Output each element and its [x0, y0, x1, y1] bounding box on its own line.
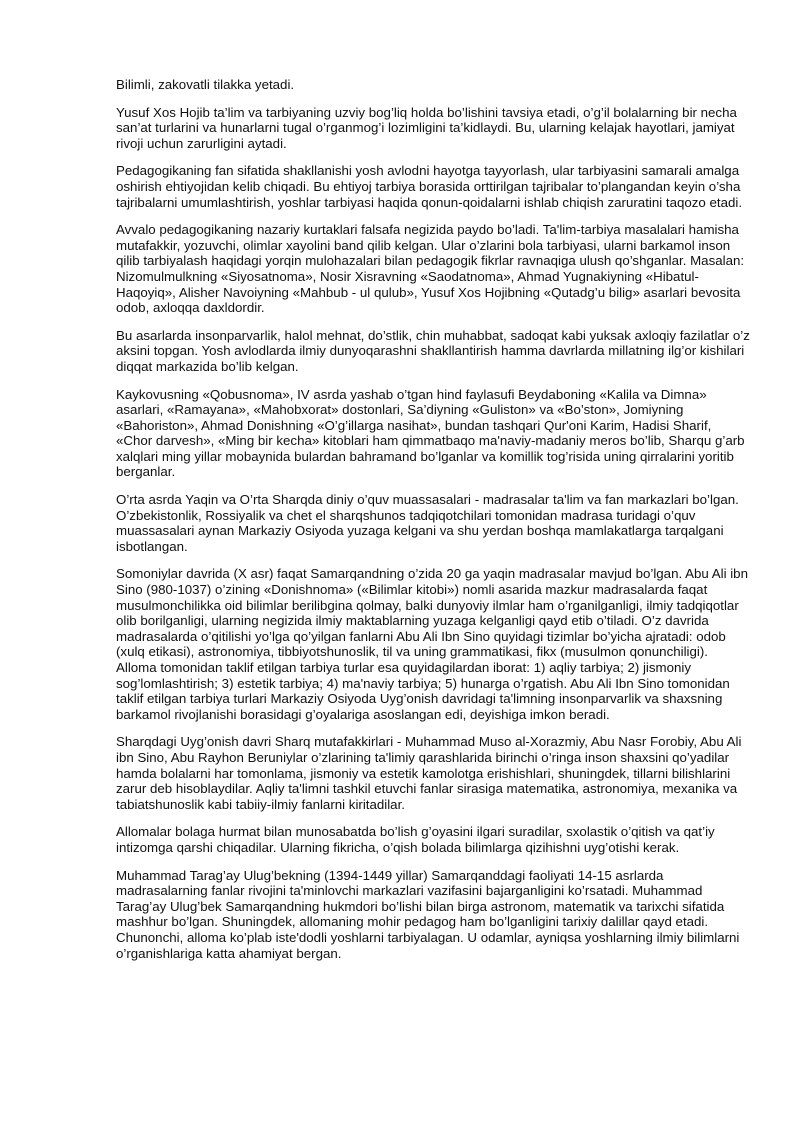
paragraph-9: Sharqdagi Uyg’onish davri Sharq mutafakkirlari - Muhammad Muso al-Xorazmiy, Abu Nasr Forobiy, Abu Ali ibn Sino, Abu Rayhon Beruniylar o’zlarining ta'limiy qarashlarida birinchi o’ringa inson shaxsini qo’yadilar hamda bolalarni har tomonlama, jismoniy va estetik kamolotga erishishlari, shuningdek, tillarni bilishlarini zarur deb hisoblaydilar. Aqliy ta'limni tashkil etuvchi fanlar sirasiga matematika, astronomiya, mexanika va tabiatshunoslik kabi tabiiy-ilmiy fanlarni kiritadilar.	[116, 734, 742, 812]
paragraph-7: O’rta asrda Yaqin va O’rta Sharqda diniy o’quv muassasalari - madrasalar ta'lim va fan markazlari bo’lgan. O’zbekistonlik, Rossiyalik va chet el sharqshunos tadqiqotchilari tomonidan madrasa turidagi o’quv muassasalari aynan Markaziy Osiyoda yuzaga kelgani va shu yerdan boshqa mamlakatlarga tarqalgani isbotlangan.	[116, 492, 739, 554]
paragraph-3: Pedagogikaning fan sifatida shakllanishi yosh avlodni hayotga tayyorlash, ular tarbiyasini samarali amalga oshirish ehtiyojidan kelib chiqadi. Bu ehtiyoj tarbiya borasida orttirilgan tajribalar to’plangandan keyin o’sha tajribalarni umumlashtirish, yoshlar tarbiyasi haqida qonun-qoidalarni ishlab chiqish zaruratini taqozo etadi.	[116, 163, 743, 210]
paragraph-11: Muhammad Tarag’ay Ulug’bekning (1394-1449 yillar) Samarqanddagi faoliyati 14-15 asrlarda madrasalarning fanlar rivojini ta'minlovchi markazlari vazifasini bajarganligini ko’rsatadi. Muhammad Tarag’ay Ulug’bek Samarqandning hukmdori bo’lishi bilan birga astronom, matematik va tarixchi sifatida mashhur bo’lgan. Shuningdek, allomaning mohir pedagog ham bo’lganligini tarixiy dalillar qayd etadi. Chunonchi, alloma ko’plab iste'dodli yoshlarni tarbiyalagan. U odamlar, ayniqsa yoshlarning ilmiy bilimlarni o’rganishlariga katta ahamiyat bergan.	[116, 867, 740, 961]
paragraph-10: Allomalar bolaga hurmat bilan munosabatda bo’lish g’oyasini ilgari suradilar, sxolastik o’qitish va qat’iy intizomga qarshi chiqadilar. Ularning fikricha, o’qish bolada bilimlarga qizihishni uyg’otishi kerak.	[116, 824, 715, 855]
paragraph-6: Kaykovusning «Qobusnoma», IV asrda yashab o’tgan hind faylasufi Beydaboning «Kalila va Dimna» asarlari, «Ramayana», «Mahobxorat» dostonlari, Sa’diyning «Guliston» va «Bo’ston», Jomiyning «Bahoriston», Ahmad Donishning «O’g’illarga nasihat», bundan tashqari Qur'oni Karim, Hadisi Sharif, «Chor darvesh», «Ming bir kecha» kitoblari ham qimmatbaqo ma'naviy-madaniy meros bo’lib, Sharqu g’arb xalqlari ming yillar mobaynida bulardan bahramand bo’lganlar va komillik tog’risida uning qirralarini yoritib berganlar.	[116, 386, 745, 480]
paragraph-2: Yusuf Xos Hojib ta’lim va tarbiyaning uzviy bog’liq holda bo’lishini tavsiya etadi, o’g’il bolalarning bir necha san’at turlarini va hunarlarni tugal o’rganmog’i lozimligini ta’kidlaydi. Bu, ularning kelajak hayotlari, jamiyat rivoji uchun zarurligini aytadi.	[116, 104, 737, 151]
paragraph-8: Somoniylar davrida (X asr) faqat Samarqandning o’zida 20 ga yaqin madrasalar mavjud bo’lgan. Abu Ali ibn Sino (980-1037) o’zining «Donishnoma» («Bilimlar kitobi») nomli asarida mazkur madrasalarda faqat musulmonchilikka oid bilimlar berilibgina qolmay, balki dunyoviy ilmlar ham o’rganilganligi, ilmiy tadqiqotlar olib borilganligi, ularning negizida ilmiy maktablarning yuzaga kelganligi qayd etib o’tiladi. O’z davrida madrasalarda o’qitilishi yo’lga qo’yilgan fanlarni Abu Ali Ibn Sino quyidagi tizimlar bo’yicha ajratadi: odob (xulq etikasi), astronomiya, tibbiyotshunoslik, til va uning grammatikasi, fikx (musulmon qonunchiligi). Alloma tomonidan taklif etilgan tarbiya turlar esa quyidagilardan iborat: 1) aqliy tarbiya; 2) jismoniy sog’lomlashtirish; 3) estetik tarbiya; 4) ma'naviy tarbiya; 5) hunarga o’rgatish. Abu Ali Ibn Sino tomonidan taklif etilgan tarbiya turlari Markaziy Osiyoda Uyg’onish davridagi ta'limning insonparvarlik va shaxsning barkamol rivojlanishi borasidagi g’oyalariga asoslangan edi, deyishiga imkon beradi.	[116, 566, 748, 722]
paragraph-5: Bu asarlarda insonparvarlik, halol mehnat, do’stlik, chin muhabbat, sadoqat kabi yuksak axloqiy fazilatlar o’z aksini topgan. Yosh avlodlarda ilmiy dunyoqarashni shakllantirish hamma davrlarda millatning ilg’or kishilari diqqat markazida bo’lib kelgan.	[116, 327, 750, 374]
paragraph-4: Avvalo pedagogikaning nazariy kurtaklari falsafa negizida paydo bo’ladi. Ta'lim-tarbiya masalalari hamisha mutafakkir, yozuvchi, olimlar xayolini band qilib kelgan. Ular o’zlarini bola tarbiyasi, ularni barkamol inson qilib tarbiyalash haqidagi yorqin mulohazalari bilan pedagogik fikrlar ravnaqiga ulush qo’shganlar. Masalan: Nizomulmulkning «Siyosatnoma», Nosir Xisravning «Saodatnoma», Ahmad Yugnakiyning «Hibatul-Haqoyiq», Alisher Navoiyning «Mahbub - ul qulub», Yusuf Xos Hojibning «Qutadg’u bilig» asarlari bevosita odob, axloqqa daxldordir.	[116, 222, 745, 316]
paragraph-1: Bilimli, zakovatli tilakka yetadi.	[116, 77, 295, 92]
